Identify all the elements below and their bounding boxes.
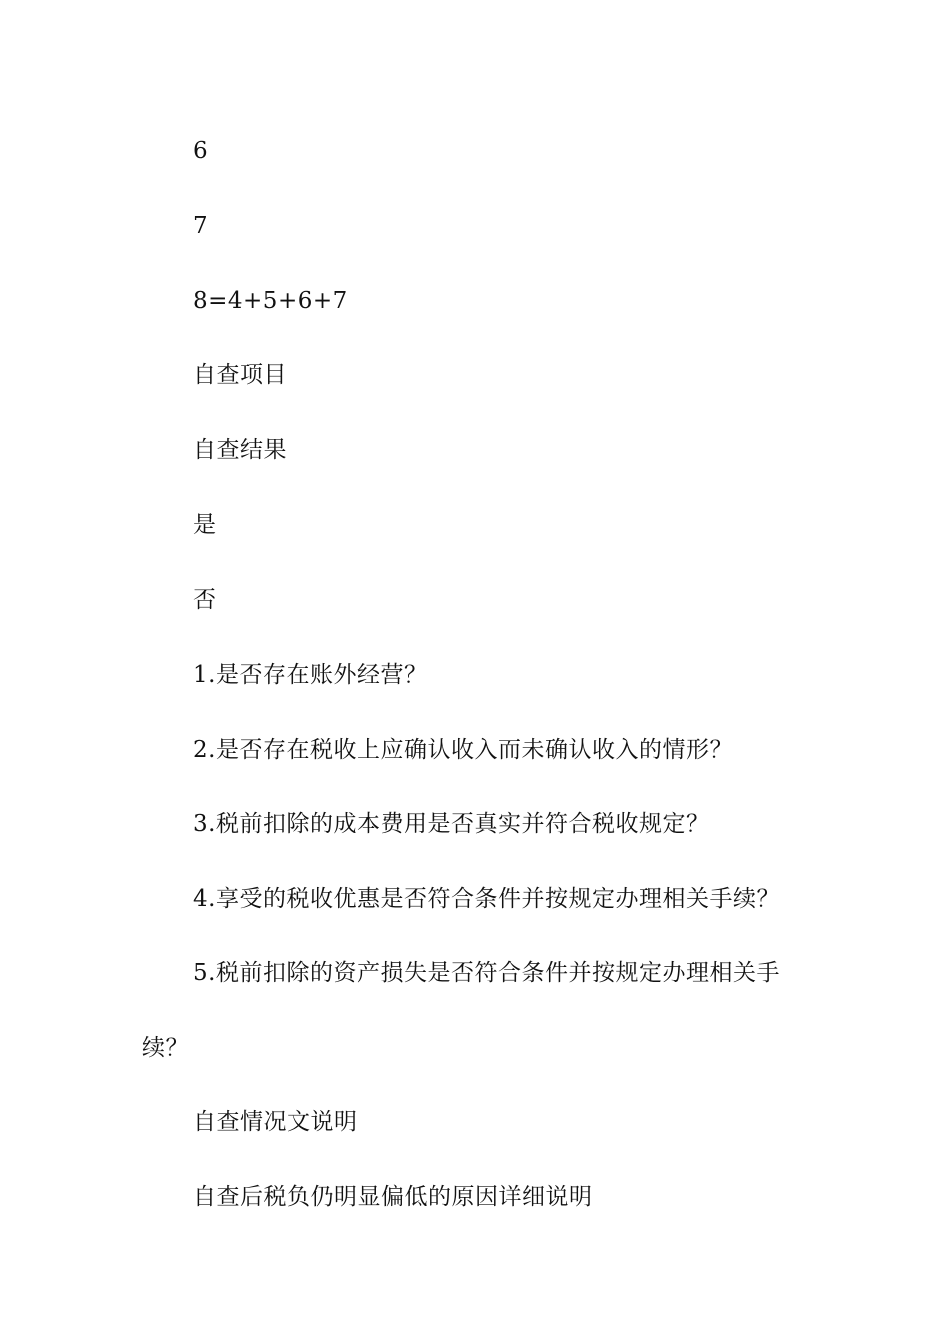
question-4: 4.享受的税收优惠是否符合条件并按规定办理相关手续？ (193, 886, 780, 912)
question-3: 3.税前扣除的成本费用是否真实并符合税收规定？ (193, 811, 710, 837)
row-number-6: 6 (193, 138, 209, 164)
header-check-item: 自查项目 (193, 362, 287, 388)
formula-row: 8=4+5+6+7 (193, 288, 348, 314)
question-5: 5.税前扣除的资产损失是否符合条件并按规定办理相关手 (193, 960, 780, 986)
header-check-result: 自查结果 (193, 437, 287, 463)
row-number-7: 7 (193, 213, 209, 239)
option-no: 否 (193, 587, 217, 613)
low-tax-reason-heading: 自查后税负仍明显偏低的原因详细说明 (193, 1184, 593, 1210)
question-5-continuation: 续？ (142, 1035, 189, 1061)
question-2: 2.是否存在税收上应确认收入而未确认收入的情形？ (193, 737, 733, 763)
question-1: 1.是否存在账外经营？ (193, 662, 428, 688)
self-check-description-heading: 自查情况文说明 (193, 1109, 358, 1135)
option-yes: 是 (193, 512, 217, 538)
